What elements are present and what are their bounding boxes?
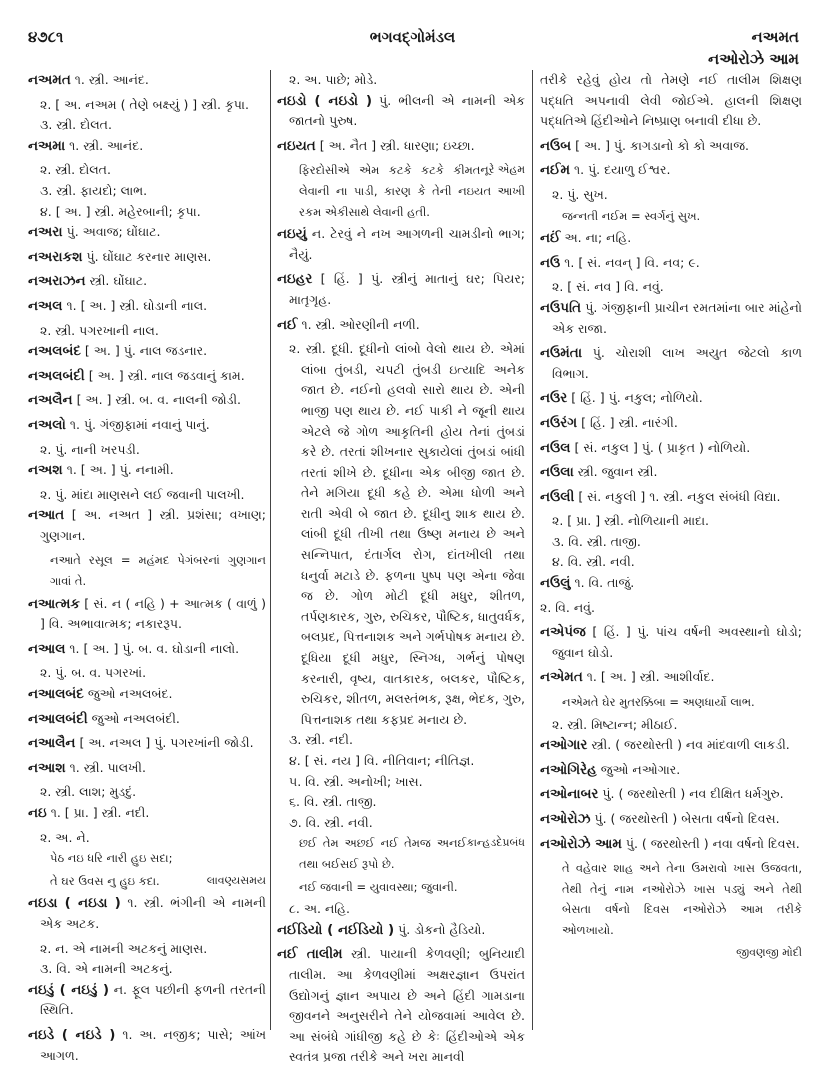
dictionary-entry bbox=[28, 980, 266, 1021]
definition-text: ૨. પું. સુખ. bbox=[552, 186, 608, 202]
dictionary-entry bbox=[277, 920, 525, 941]
definition-text: ૩. સ્ત્રી. ફાયદો; લાભ. bbox=[40, 182, 148, 198]
column-3 bbox=[540, 70, 802, 963]
dictionary-entry bbox=[28, 70, 266, 91]
definition-text: ૭. વિ. સ્ત્રી. નવી. bbox=[289, 814, 373, 830]
citation bbox=[540, 858, 802, 940]
entry-sense bbox=[28, 95, 266, 116]
definition-text: ૫. વિ. સ્ત્રી. અનોખી; ખાસ. bbox=[289, 773, 423, 789]
definition-text: પેઠ નઇ ધરિ નારી હુઇ સદા; bbox=[50, 851, 173, 866]
dictionary-entry bbox=[540, 438, 802, 459]
entry-sense bbox=[277, 772, 525, 793]
citation bbox=[28, 550, 266, 591]
headword: નઅમત bbox=[28, 72, 71, 88]
definition-text: ૨. પું. માંદા માણસને લઈ જવાની પાલખી. bbox=[40, 486, 245, 502]
entry-sense bbox=[277, 730, 525, 751]
headword: નઅલબંદી bbox=[28, 367, 85, 384]
entry-sense bbox=[277, 813, 525, 834]
dictionary-entry bbox=[540, 735, 802, 756]
headword: નઆલૈન bbox=[28, 735, 76, 752]
citation-source: નૂરે એહમ bbox=[480, 163, 525, 177]
dictionary-entry bbox=[540, 573, 802, 594]
definition-text: ૨. વિ. નવું. bbox=[540, 599, 595, 615]
entry-sense bbox=[28, 321, 266, 342]
definition-text: પું. ડોકનો હૈડિયો. bbox=[398, 921, 486, 937]
definition-text: [ હિં. ] પું. પાંચ વર્ષની અવસ્થાનો ઘોડો; જુવાન ઘોડો. bbox=[552, 624, 802, 660]
definition-text: ૧. અ. નજીક; પાસે; આંખ આગળ. bbox=[40, 1026, 266, 1063]
dictionary-entry bbox=[540, 413, 802, 434]
dictionary-entry bbox=[28, 390, 266, 411]
entry-sense bbox=[28, 202, 266, 223]
definition-text: ૨. ન. એ નામની અટકનું માણસ. bbox=[40, 940, 208, 956]
headword: નઉલ bbox=[540, 439, 571, 456]
guide-word-last: નઓરોઝે આમ bbox=[708, 50, 799, 68]
headword: નઇડા ( નઇડા ) bbox=[28, 895, 121, 912]
definition-text: જુઓ નઅલબંદી. bbox=[91, 710, 180, 726]
entry-sense bbox=[28, 160, 266, 181]
headword: નઓરોઝ bbox=[540, 811, 591, 827]
column-divider bbox=[270, 70, 271, 1030]
definition-text: પું. ઘોંઘાટ કરનાર માણસ. bbox=[86, 248, 212, 264]
headword: નએપંજ bbox=[540, 624, 586, 641]
headword: નઆત bbox=[28, 507, 65, 524]
definition-text: [ સં. ન ( નહિ ) + આત્મક ( વાળું ) ] વિ. અભાવાત્મક; નકારરૂપ. bbox=[40, 595, 266, 632]
entry-sense bbox=[540, 511, 802, 532]
dictionary-entry bbox=[540, 834, 802, 855]
definition-text: ન. ટેરવું ને નખ આગળની ચામડીનો ભાગ; નૈયું. bbox=[289, 226, 525, 262]
headword: નઅલ bbox=[28, 297, 63, 314]
definition-text: ૨. અ. ને. bbox=[40, 829, 90, 845]
headword: નઉબ bbox=[540, 137, 572, 154]
headword: નઉર bbox=[540, 390, 568, 407]
definition-text: પું. ( જરથોસ્તી ) બેસતા વર્ષનો દિવસ. bbox=[594, 811, 780, 826]
headword: નઇડું ( નઇડું ) bbox=[28, 981, 109, 998]
dictionary-entry bbox=[540, 622, 802, 663]
headword: નઆલ bbox=[28, 640, 66, 657]
dictionary-entry bbox=[540, 667, 802, 688]
definition-text: ૮. અ. નહિ. bbox=[289, 901, 350, 917]
definition-text: [ હિં. ] સ્ત્રી. નારંગી. bbox=[581, 414, 678, 430]
definition-text: ૩. વિ. એ નામની અટકનું. bbox=[40, 961, 173, 977]
entry-sense bbox=[540, 70, 802, 132]
definition-text: ૨. [ પ્રા. ] સ્ત્રી. નોળિયાની માદા. bbox=[552, 513, 710, 529]
definition-text: જુઓ નઓગાર. bbox=[600, 761, 681, 777]
entry-sense bbox=[28, 782, 266, 803]
entry-sense bbox=[28, 115, 266, 136]
dictionary-entry bbox=[540, 760, 802, 781]
headword: નઇયત bbox=[277, 137, 316, 154]
dictionary-entry bbox=[28, 1025, 266, 1066]
definition-text: તરીકે રહેવું હોય તો તેમણે નઈ તાલીમ શિક્ષણ પદ્ધતિ અપનાવી લેવી જોઈએ. હાલની શિક્ષણ પદ્ધતિએ હિંદીઓને નિષ્પ્રાણ બનાવી દીધા છે. bbox=[540, 72, 802, 129]
dictionary-entry bbox=[28, 639, 266, 660]
dictionary-entry bbox=[540, 228, 802, 249]
dictionary-entry bbox=[28, 415, 266, 436]
definition-text: સ્ત્રી. પાયાની કેળવણી; બુનિયાદી તાલીમ. આ કેળવણીમાં અક્ષરજ્ઞાન ઉપરાંત ઉદ્યોગનું જ્ઞાન અપાય છે અને હિંદી ગામડાના જીવનને અનુસરીને તેને યોજવામાં આવેલ છે. આ સંબંધે ગાંધીજી કહે છે કેઃ હિંદીઓએ એક સ્વતંત્ર પ્રજા તરીકે અને ખરા માનવી bbox=[289, 946, 525, 1065]
headword: નઓરોઝે આમ bbox=[540, 835, 622, 852]
definition-text: [ અ. નઅલ ] પું. પગરખાંની જોડી. bbox=[79, 735, 254, 751]
entry-sense bbox=[28, 663, 266, 684]
citation bbox=[277, 877, 525, 898]
headword: નઇડે ( નઇડે ) bbox=[28, 1026, 116, 1043]
entry-sense bbox=[277, 899, 525, 920]
definition-text: ૪. [ અ. ] સ્ત્રી. મહેરબાની; કૃપા. bbox=[40, 203, 201, 219]
definition-text: ૬. વિ. સ્ત્રી. તાજી. bbox=[289, 794, 377, 810]
dictionary-entry bbox=[28, 709, 266, 730]
definition-text: ૨. [ અ. નઅમ ( તેણે બક્ષ્યું ) ] સ્ત્રી. કૃપા. bbox=[40, 96, 249, 112]
definition-text: ૩. વિ. સ્ત્રી. તાજી. bbox=[552, 533, 641, 549]
citation bbox=[28, 871, 266, 892]
dictionary-entry bbox=[28, 505, 266, 546]
dictionary-entry bbox=[277, 136, 525, 157]
dictionary-entry bbox=[277, 315, 525, 336]
definition-text: ૨. સ્ત્રી. દૂધી. દૂધીનો લાંબો વેલો થાય છે. એમાં લાંબા તુંબડી, ચપટી તુંબડી ઇત્યાદિ અનેક જાત છે. નઈનો હલવો સારો થાય છે. એની ભાજી પણ થાય છે. નઈ પાકી ને જૂની થાય એટલે જે ગોળ આકૃતિની હોય તેનાં તુંબડાં કરે છે. તરતાં શીખનાર સુકાયેલાં તુંબડાં બાંધી તરતાં શીખે છે. દૂધીના એક બીજી જાત છે. તેને મગિયા દૂધી કહે છે. એમા ધોળી અને રાતી એવી બે જાત છે. દૂધીનુ શાક થાય છે. લાંબી દૂધી તીખી તથા ઉષ્ણ મનાય છે અને સન્નિપાત, દંતાર્ગલ રોગ, દાંતખીલી તથા ધનુર્વા મટાડે છે. ફળના પુષ્પ પણ એના જેવા જ છે. ગોળ મોટી દૂધી મધુર, શીતળ, તર્પણકારક, ગુરુ, રુચિકર, પૌષ્ટિક, ધાતુવર્ધક, બલપ્રદ, પિત્તનાશક અને ગર્ભપોષક મનાય છે. દૂધિયા દૂધી મધુર, સ્નિગ્ધ, ગર્ભનું પોષણ કરનારી, વૃષ્ય, વાતકારક, બલકર, પૌષ્ટિક, રુચિકર, શીતળ, મલસ્તંભક, રૂક્ષ, ભેદક, ગુરુ, પિત્તનાશક તથા કફપ્રદ મનાય છે. bbox=[289, 341, 525, 727]
page-number: ૪૭૮૧ bbox=[28, 28, 64, 46]
dictionary-entry bbox=[28, 222, 266, 243]
entry-sense bbox=[277, 751, 525, 772]
headword: નઈમ bbox=[540, 162, 571, 179]
guide-word-first: નઅમત bbox=[751, 28, 799, 46]
definition-text: ૩. સ્ત્રી. દોલત. bbox=[40, 117, 112, 133]
dictionary-entry bbox=[28, 136, 266, 157]
headword: નઆલબંદ bbox=[28, 686, 84, 703]
headword: નઈ તાલીમ bbox=[277, 946, 343, 963]
definition-text: ૧. સ્ત્રી. ભંગીની એ નામની એક અટક. bbox=[40, 895, 266, 931]
definition-text: સ્ત્રી. ઘોંઘાટ. bbox=[89, 273, 148, 289]
column-2 bbox=[277, 70, 525, 1072]
definition-text: [ સં. નકુલી ] ૧. સ્ત્રી. નકુલ સંબંધી વિદ્યા. bbox=[578, 488, 781, 504]
citation bbox=[277, 160, 525, 222]
dictionary-entry bbox=[540, 388, 802, 409]
definition-text: નઈ જવાની = યુવાવસ્થા; જુવાની. bbox=[299, 879, 458, 894]
headword: નઈ bbox=[277, 316, 298, 333]
dictionary-entry bbox=[28, 366, 266, 387]
headword: નએમત bbox=[540, 669, 583, 686]
headword: નઆત્મક bbox=[28, 595, 80, 612]
headword: નઓનાબર bbox=[540, 786, 599, 803]
entry-sense bbox=[28, 485, 266, 506]
headword: નઉલી bbox=[540, 488, 575, 505]
definition-text: ૩. સ્ત્રી. નદી. bbox=[289, 732, 353, 748]
dictionary-entry bbox=[28, 296, 266, 317]
definition-text: સ્ત્રી. જુવાન સ્ત્રી. bbox=[577, 464, 658, 480]
definition-text: [ અ. નૈત ] સ્ત્રી. ધારણા; ઇચ્છા. bbox=[319, 137, 475, 153]
definition-text: [ અ. ] પું. નાલ જડનાર. bbox=[84, 343, 208, 359]
definition-text: ૧. [ અ. ] સ્ત્રી. આશીર્વાદ. bbox=[586, 669, 715, 685]
headword: નઅરા bbox=[28, 224, 63, 241]
definition-text: ૨. સ્ત્રી. મિષ્ટાન્ન; મીઠાઈ. bbox=[552, 716, 678, 732]
citation bbox=[540, 206, 802, 227]
definition-text: ૨. પું. નાની ખરપડી. bbox=[40, 441, 140, 457]
definition-text: નઆતે રસૂલ = મહંમદ પેગંબરનાં ગુણગાન ગાવાં તે. bbox=[50, 553, 266, 589]
citation bbox=[540, 692, 802, 713]
citation-source: લાવણ્યસમય bbox=[206, 873, 266, 887]
entry-sense bbox=[540, 552, 802, 573]
headword: નઓગિરેહ bbox=[540, 761, 597, 778]
entry-sense bbox=[540, 715, 802, 736]
definition-text: ન. ફૂલ પછીની ફળની તરતની સ્થિતિ. bbox=[40, 981, 266, 1018]
dictionary-entry bbox=[540, 343, 802, 384]
definition-text: પું. ચોરાશી લાખ અયુત જેટલો કાળ વિભાગ. bbox=[552, 345, 802, 381]
definition-text: છઈ તેમ અછઈ નઈ તેમજ અનઈ તથા બઈસઈ રૂપો છે. bbox=[299, 836, 467, 871]
headword: નઅશ bbox=[28, 462, 63, 479]
dictionary-entry bbox=[28, 758, 266, 779]
definition-text: [ હિં. ] પું. સ્ત્રીનું માતાનું ઘર; પિયર; માતૃગૃહ. bbox=[289, 271, 525, 307]
definition-text: ૧. સ્ત્રી. પાલખી. bbox=[69, 759, 146, 775]
entry-sense bbox=[277, 792, 525, 813]
definition-text: ૧. વિ. તાજું. bbox=[574, 575, 635, 591]
dictionary-entry bbox=[540, 462, 802, 483]
headword: નઈડિયો ( નઈડિયો ) bbox=[277, 921, 395, 938]
entry-sense bbox=[540, 277, 802, 298]
dictionary-entry bbox=[540, 136, 802, 157]
dictionary-entry bbox=[28, 594, 266, 635]
definition-text: અ. ના; નહિ. bbox=[564, 230, 632, 246]
entry-sense bbox=[28, 939, 266, 960]
entry-sense bbox=[28, 828, 266, 849]
definition-text: તે વહેવાર શાહ અને તેના ઉમરાવો ખાસ ઉજવતા, તેથી તેનું નામ નઓરોઝે ખાસ પડ્યું અને તેથી બેસતા વર્ષનો દિવસ નઓરોઝે આમ તરીકે ઓળખાયો. bbox=[562, 861, 802, 937]
definition-text: ૨. સ્ત્રી. દોલત. bbox=[40, 162, 111, 178]
definition-text: ૨. સ્ત્રી. લાશ; મુડદું. bbox=[40, 784, 137, 800]
dictionary-entry bbox=[28, 893, 266, 934]
dictionary-entry bbox=[28, 684, 266, 705]
definition-text: ૧. પું. ગંજીફામાં નવાનું પાનું. bbox=[69, 416, 210, 432]
definition-text: ૧. પું. દયાળુ ઈશ્વર. bbox=[574, 162, 671, 178]
dictionary-entry bbox=[28, 247, 266, 268]
book-title: ભગવદ્ગોમંડલ bbox=[369, 28, 456, 46]
dictionary-entry bbox=[277, 944, 525, 1068]
headword: નઈં bbox=[540, 230, 561, 247]
definition-text: પું. અવાજ; ઘોંઘાટ. bbox=[66, 224, 161, 240]
entry-sense bbox=[28, 440, 266, 461]
definition-text: સ્ત્રી. ( જરથોસ્તી ) નવ માંદવાળી લાકડી. bbox=[591, 737, 790, 753]
definition-text: ૧. [ અ. ] પું. નનામી. bbox=[66, 462, 174, 478]
definition-text: ૧. [ અ. ] સ્ત્રી. ઘોડાની નાલ. bbox=[66, 297, 208, 313]
definition-text: ૪. [ સં. નય ] વિ. નીતિવાન; નીતિજ્ઞ. bbox=[289, 753, 475, 768]
entry-sense bbox=[277, 70, 525, 91]
definition-text: નએમતે ઘેર મુતરક્કિબા = અણધાર્યો લાભ. bbox=[562, 695, 755, 710]
headword: નઅલો bbox=[28, 416, 66, 433]
headword: નઅરાકશ bbox=[28, 248, 83, 265]
headword: નઅલબંદ bbox=[28, 343, 81, 360]
headword: નઇયું bbox=[277, 226, 307, 243]
headword: નઅમા bbox=[28, 137, 66, 154]
definition-text: [ અ. નઅત ] સ્ત્રી. પ્રશંસા; વખાણ; ગુણગાન. bbox=[40, 507, 266, 543]
citation-source: કાન્હડદેપ્રબંધ bbox=[466, 836, 525, 850]
entry-sense bbox=[540, 598, 802, 619]
definition-text: [ હિં. ] પું. નકુલ; નોળિયો. bbox=[571, 390, 703, 406]
definition-text: [ અ. ] સ્ત્રી. બ. વ. નાલની જોડી. bbox=[76, 392, 241, 408]
dictionary-entry bbox=[277, 269, 525, 310]
definition-text: [ અ. ] સ્ત્રી. નાલ જડવાનું કામ. bbox=[88, 367, 245, 383]
dictionary-entry bbox=[540, 160, 802, 181]
headword: નઆશ bbox=[28, 759, 66, 776]
dictionary-entry bbox=[277, 224, 525, 265]
definition-text: ૨. [ સં. નવ ] વિ. નવું. bbox=[552, 279, 664, 295]
headword: નઆલબંદી bbox=[28, 710, 88, 727]
definition-text: ૪. વિ. સ્ત્રી. નવી. bbox=[552, 554, 635, 570]
headword: નઉપતિ bbox=[540, 299, 582, 316]
definition-text: ૧. સ્ત્રી. આનંદ. bbox=[69, 137, 144, 153]
definition-text: પું. ભીલની એ નામની એક જાતનો પુરુષ. bbox=[289, 92, 525, 129]
dictionary-entry bbox=[28, 271, 266, 292]
definition-text: ફિરદોસીએ એમ કટકે કટકે કીમત લેવાની ના પાડી, કારણ કે તેની નઇયત આખી રકમ એકીસાથે લેવાની હતી. bbox=[299, 163, 525, 219]
headword: નઅરાઝન bbox=[28, 273, 86, 290]
entry-sense bbox=[540, 185, 802, 206]
definition-text: પું. ગંજીફાની પ્રાચીન રમતમાંના બાર માંહેનો એક રાજા. bbox=[552, 299, 802, 336]
dictionary-entry bbox=[28, 733, 266, 754]
headword: નઉલા bbox=[540, 464, 574, 481]
dictionary-entry bbox=[540, 809, 802, 830]
headword: નઇહર bbox=[277, 271, 313, 288]
dictionary-entry bbox=[540, 253, 802, 274]
headword: નઉલું bbox=[540, 575, 571, 592]
definition-text: ૧. [ અ. ] પું. બ. વ. ઘોડાની નાલો. bbox=[69, 640, 240, 656]
definition-text: ૨. સ્ત્રી. પગરખાની નાલ. bbox=[40, 322, 159, 338]
entry-sense bbox=[277, 339, 525, 730]
dictionary-entry bbox=[28, 803, 266, 824]
definition-text: [ અ. ] પું. કાગડાનો કો કો અવાજ. bbox=[575, 137, 750, 153]
column-1 bbox=[28, 70, 266, 1070]
dictionary-entry bbox=[28, 460, 266, 481]
headword: નઉ bbox=[540, 254, 561, 271]
definition-text: જન્નતી નઈમ = સ્વર્ગનું સુખ. bbox=[562, 208, 701, 223]
definition-text: પું. ( જરથોસ્તી ) નવ દીક્ષિત ધર્મગુરુ. bbox=[602, 786, 784, 802]
definition-text: ૨. અ. પાછે; મોડે. bbox=[289, 72, 378, 87]
entry-sense bbox=[28, 181, 266, 202]
definition-text: ૧. [ પ્રા. ] સ્ત્રી. નદી. bbox=[50, 805, 150, 820]
definition-text: ૨. પું. બ. વ. પગરખાં. bbox=[40, 665, 147, 681]
definition-text: જુઓ નઅલબંદ. bbox=[87, 686, 173, 702]
column-divider bbox=[532, 70, 533, 1030]
headword: નઉમંતા bbox=[540, 345, 583, 362]
definition-text: તે ઘર ઉવસ નુ હુઇ કદા. bbox=[50, 873, 160, 888]
definition-text: [ સં. નકુલ ] પું. ( પ્રાકૃત ) નોળિયો. bbox=[574, 439, 751, 455]
headword: નઇડો ( નઇડો ) bbox=[277, 92, 372, 109]
dictionary-entry bbox=[540, 298, 802, 339]
headword: નઅલૈન bbox=[28, 392, 73, 409]
definition-text: ૧. સ્ત્રી. ઓરણીની નળી. bbox=[301, 316, 420, 332]
citation bbox=[277, 833, 525, 874]
headword: નઓગાર bbox=[540, 737, 588, 754]
dictionary-entry bbox=[540, 487, 802, 508]
dictionary-entry bbox=[277, 91, 525, 132]
entry-sense bbox=[540, 532, 802, 553]
dictionary-entry bbox=[28, 341, 266, 362]
citation-source: જીવણજી મોદી bbox=[736, 945, 802, 959]
headword: નઉરંગ bbox=[540, 414, 578, 431]
citation bbox=[28, 848, 266, 869]
entry-sense bbox=[28, 959, 266, 980]
definition-text: ૧. [ સં. નવન્ ] વિ. નવ; ૯. bbox=[564, 254, 700, 270]
definition-text: પું. ( જરથોસ્તી ) નવા વર્ષનો દિવસ. bbox=[625, 835, 800, 851]
headword: નઇ bbox=[28, 805, 47, 821]
dictionary-entry bbox=[540, 784, 802, 805]
definition-text: ૧. સ્ત્રી. આનંદ. bbox=[74, 72, 149, 87]
